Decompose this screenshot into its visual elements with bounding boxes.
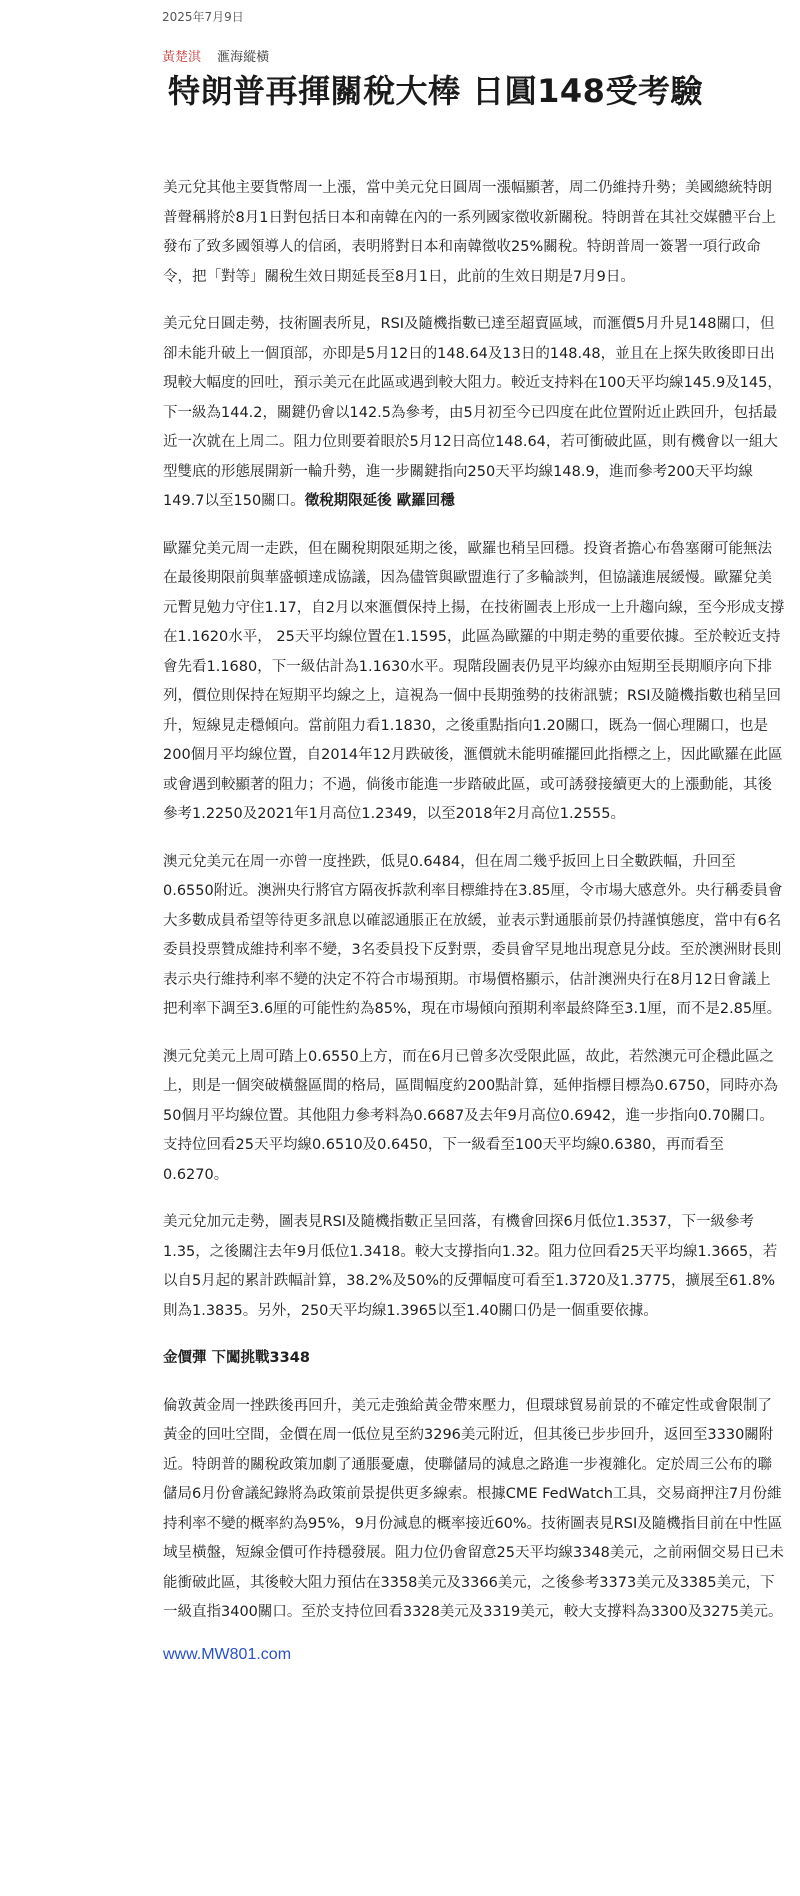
paragraph-aud-usd-news: 澳元兌美元在周一亦曾一度挫跌，低見0.6484，但在周二幾乎扳回上日全數跌幅，升回至0.6550附近。澳洲央行將官方隔夜拆款利率目標維持在3.85厘，令市場大感意外。央行稱委員會大多數成員希望等待更多訊息以確認通脹正在放緩，並表示對通脹前景仍持謹慎態度，當中有6名委員投票贊成維持利率不變，3名委員投下反對票，委員會罕見地出現意見分歧。至於澳洲財長則表示央行維持利率不變的決定不符合市場預期。市場價格顯示，估計澳洲央行在8月12日會議上把利率下調至3.6厘的可能性約為85%，現在市場傾向預期利率最終降至3.1厘，而不是2.85厘。: [163, 853, 783, 1017]
byline: [162, 46, 269, 65]
section-heading-gold: 金價彈 下闖挑戰3348: [163, 1350, 310, 1366]
column-name: 滙海縱橫: [217, 50, 270, 65]
paragraph-usd-jpy-technical: [163, 310, 785, 517]
paragraph-usd-cad: 美元兌加元走勢，圖表見RSI及隨機指數正呈回落，有機會回探6月低位1.3537，下一級參考1.35，之後關注去年9月低位1.3418。較大支撐指向1.32。阻力位回看25天平均線1.3665，若以自5月起的累計跌幅計算，38.2%及50%的反彈幅度可看至1.3720及1.3775，擴展至61.8%則為1.3835。另外，250天平均線1.3965以至1.40關口仍是一個重要依據。: [163, 1214, 778, 1319]
paragraph-usd-jpy-intro: 美元兌其他主要貨幣周一上漲，當中美元兌日圓周一漲幅顯著，周二仍維持升勢；美國總統特朗普聲稱將於8月1日對包括日本和南韓在內的一系列國家徵收新關稅。特朗普在其社交媒體平台上發布了致多國領導人的信函，表明將對日本和南韓徵收25%關稅。特朗普周一簽署一項行政命令，把「對等」關稅生效日期延長至8月1日，此前的生效日期是7月9日。: [163, 180, 776, 285]
author-link[interactable]: 黃楚淇: [162, 50, 202, 65]
paragraph-aud-usd-technical: 澳元兌美元上周可踏上0.6550上方，而在6月已曾多次受限此區，故此，若然澳元可企穩此區之上，則是一個突破橫盤區間的格局，區間幅度約200點計算，延伸指標目標為0.6750，同時亦為50個月平均線位置。其他阻力參考料為0.6687及去年9月高位0.6942，進一步指向0.70關口。支持位回看25天平均線0.6510及0.6450，下一級看至100天平均線0.6380，再而看至0.6270。: [163, 1048, 778, 1183]
article-body: [163, 174, 785, 1664]
paragraph-usd-jpy-technical-text: 美元兌日圓走勢，技術圖表所見，RSI及隨機指數已達至超賣區域，而滙價5月升見148關口，但卻未能升破上一個頂部，亦即是5月12日的148.64及13日的148.48，並且在上探失敗後即日出現較大幅度的回吐，預示美元在此區或遇到較大阻力。較近支持料在100天平均線145.9及145，下一級為144.2，關鍵仍會以142.5為參考，由5月初至今已四度在此位置附近止跌回升，包括最近一次就在上周二。阻力位則要着眼於5月12日高位148.64，若可衝破此區，則有機會以一組大型雙底的形態展開新一輪升勢，進一步關鍵指向250天平均線148.9，進而參考200天平均線149.7以至150關口。: [163, 316, 782, 509]
section-heading-euro: 徵稅期限延後 歐羅回穩: [304, 493, 455, 509]
paragraph-eur-usd: 歐羅兌美元周一走跌，但在關稅期限延期之後，歐羅也稍呈回穩。投資者擔心布魯塞爾可能無法在最後期限前與華盛頓達成協議，因為儘管與歐盟進行了多輪談判，但協議進展緩慢。歐羅兌美元暫見勉力守住1.17，自2月以來滙價保持上揚，在技術圖表上形成一上升趨向線，至今形成支撐在1.1620水平， 25天平均線位置在1.1595，此區為歐羅的中期走勢的重要依據。至於較近支持會先看1.1680，下一級估計為1.1630水平。現階段圖表仍見平均線亦由短期至長期順序向下排列，價位則保持在短期平均線之上，這視為一個中長期強勢的技術訊號；RSI及隨機指數也稍呈回升，短線見走穩傾向。當前阻力看1.1830，之後重點指向1.20關口，既為一個心理關口，也是200個月平均線位置，自2014年12月跌破後，滙價就未能明確擺回此指標之上，因此歐羅在此區或會遇到較顯著的阻力；不過，倘後市能進一步踏破此區，或可誘發接續更大的上漲動能，其後參考1.2250及2021年1月高位1.2349，以至2018年2月高位1.2555。: [163, 540, 785, 822]
site-link[interactable]: www.MW801.com: [163, 1645, 292, 1663]
publish-date: 2025年7月9日: [162, 10, 244, 24]
paragraph-gold: 倫敦黃金周一挫跌後再回升，美元走強給黃金帶來壓力，但環球貿易前景的不確定性或會限制了黃金的回吐空間，金價在周一低位見至約3296美元附近，但其後已步步回升，返回至3330關附近。特朗普的關稅政策加劇了通脹憂慮，使聯儲局的減息之路進一步複雜化。定於周三公布的聯儲局6月份會議紀錄將為政策前景提供更多線索。根據CME FedWatch工具，交易商押注7月份維持利率不變的概率約為95%，9月份減息的概率接近60%。技術圖表見RSI及隨機指目前在中性區域呈橫盤，短線金價可作持穩發展。阻力位仍會留意25天平均線3348美元，之前兩個交易日已未能衝破此區，其後較大阻力預估在3358美元及3366美元，之後參考3373美元及3385美元，下一級直指3400關口。至於支持位回看3328美元及3319美元，較大支撐料為3300及3275美元。: [163, 1397, 784, 1620]
article-title: 特朗普再揮關稅大棒 日圓148受考驗: [168, 72, 703, 110]
